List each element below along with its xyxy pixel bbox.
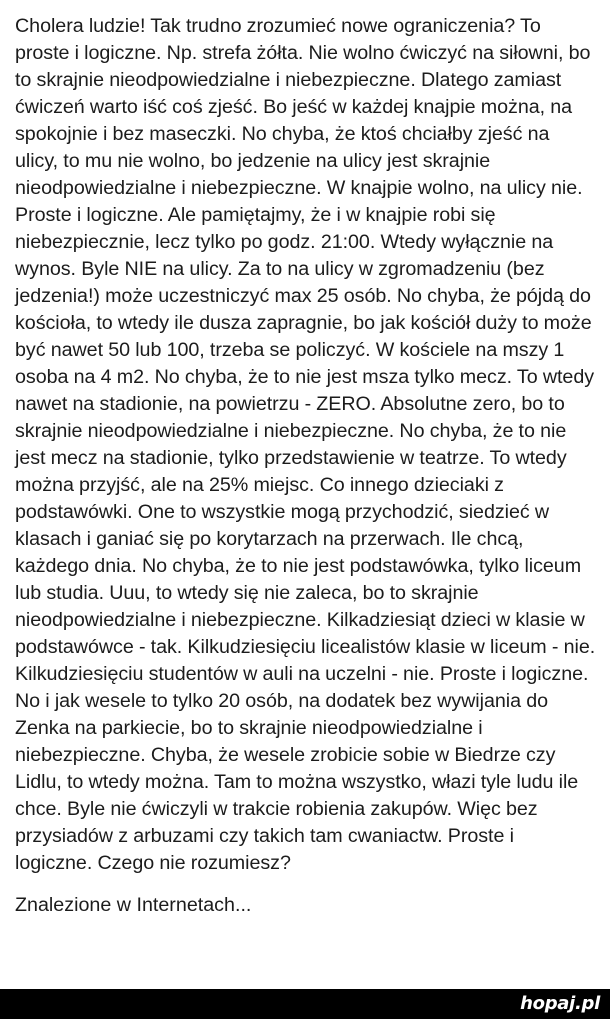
post-text: Cholera ludzie! Tak trudno zrozumieć nowe ograniczenia? To proste i logiczne. Np. strefa żółta. Nie wolno ćwiczyć na siłowni, bo to skrajnie nieodpowiedzialne i niebezpieczne. Dlatego zamiast ćwiczeń warto iść coś zjeść. Bo jeść w każdej knajpie można, na spokojnie i bez maseczki. No chyba, że ktoś chciałby zjeść na ulicy, to mu nie wolno, bo jedzenie na ulicy jest skrajnie nieodpowiedzialne i niebezpieczne. W knajpie wolno, na ulicy nie. Proste i logiczne. Ale pamiętajmy, że i w knajpie robi się niebezpiecznie, lecz tylko po godz. 21:00. Wtedy wyłącznie na wynos. Byle NIE na ulicy. Za to na ulicy w zgromadzeniu (bez jedzenia!) może uczestniczyć max 25 osób. No chyba, że pójdą do kościoła, to wtedy ile dusza zapragnie, bo jak kościół duży to może być nawet 50 lub 100, trzeba se policzyć. W kościele na mszy 1 osoba na 4 m2. No chyba, że to nie jest msza tylko mecz. To wtedy nawet na stadionie, na powietrzu - ZERO. Absolutne zero, bo to skrajnie nieodpowiedzialne i niebezpieczne. No chyba, że to nie jest mecz na stadionie, tylko przedstawienie w teatrze. To wtedy można przyjść, ale na 25% miejsc. Co innego dzieciaki z podstawówki. One to wszystkie mogą przychodzić, siedzieć w klasach i ganiać się po korytarzach na przerwach. Ile chcą, każdego dnia. No chyba, że to nie jest podstawówka, tylko liceum lub studia. Uuu, to wtedy się nie zaleca, bo to skrajnie nieodpowiedzialne i niebezpieczne. Kilkadziesiąt dzieci w klasie w podstawówce - tak. Kilkudziesięciu licealistów klasie w liceum - nie. Kilkudziesięciu studentów w auli na uczelni - nie. Proste i logiczne. No i jak wesele to tylko 20 osób, na dodatek bez wywijania do Zenka na parkiecie, bo to skrajnie nieodpowiedzialne i niebezpieczne. Chyba, że wesele zrobicie sobie w Biedrze czy Lidlu, to wtedy można. Tam to można wszystko, włazi tyle ludu ile chce. Byle nie ćwiczyli w trakcie robienia zakupów. Więc bez przysiadów z arbuzami czy takich tam cwaniactw. Proste i logiczne. Czego nie rozumiesz? xyxy=(15,15,596,874)
post-footer-text: Znalezione w Internetach... xyxy=(15,894,252,916)
watermark-bar xyxy=(0,989,610,1019)
site-logo: hopaj.pl xyxy=(520,993,600,1014)
